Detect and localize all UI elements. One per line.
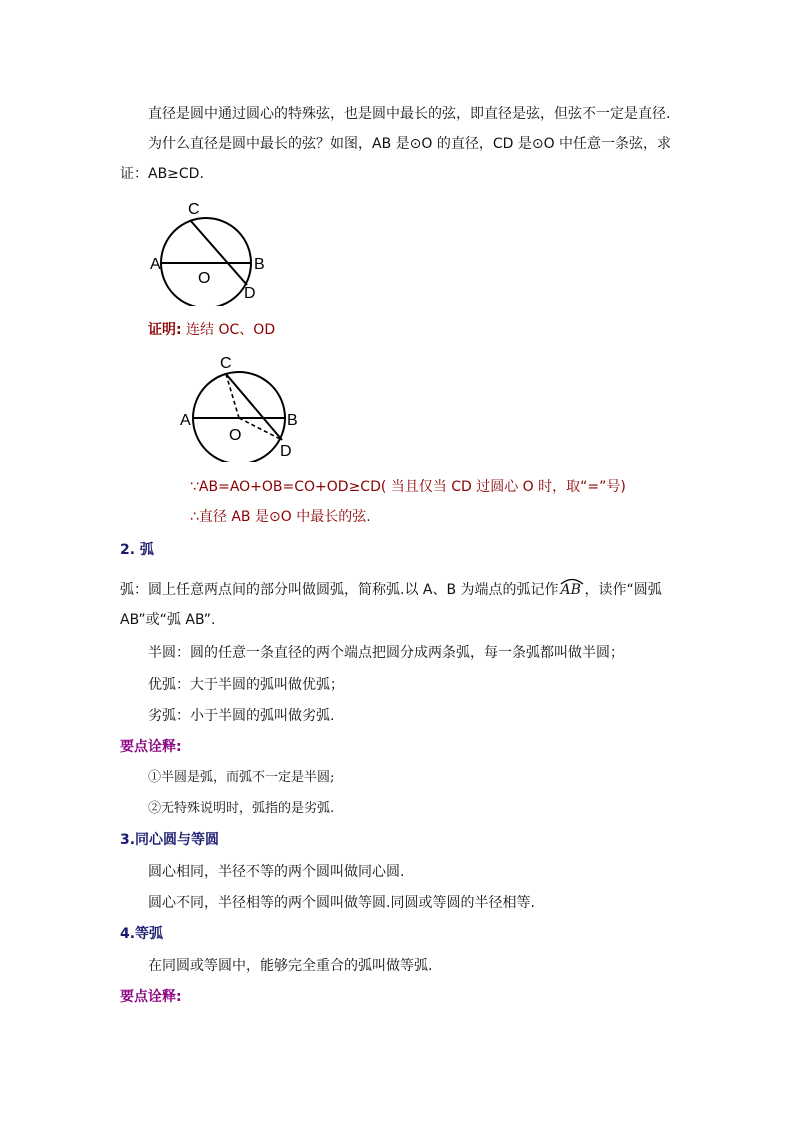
key-notes-label-2: 要点诠释: [120,989,182,1005]
arc-ab-notation [559,580,585,600]
section-4-heading: 4.等弧 [120,926,164,942]
section-3-heading: 3.同心圆与等圆 [120,832,220,848]
major-arc-definition: 优弧：大于半圆的弧叫做优弧； [148,677,344,693]
radius-od [239,418,282,440]
concentric-circles-definition: 圆心相同，半径不等的两个圆叫做同心圆. [148,864,405,880]
label-c: C [220,355,232,372]
intro-line-1: 直径是圆中通过圆心的特殊弦，也是圆中最长的弦，即直径是弦，但弦不一定是直径. [148,106,671,122]
arc-definition-line-1 [120,580,662,600]
label-a: A [180,412,191,429]
proof-label: 证明: [148,322,182,338]
note-1: ①半圆是弧，而弧不一定是半圆; [148,770,335,785]
circle-figure-1 [146,196,286,306]
arc-def-text-a: 弧：圆上任意两点间的部分叫做圆弧，简称弧.以 A、B 为端点的弧记作 [120,582,559,598]
label-b: B [254,256,265,273]
arc-definition-line-2: AB”或“弧 AB”. [120,612,216,628]
section-2-heading: 2. 弧 [120,542,154,558]
equal-arcs-definition: 在同圆或等圆中，能够完全重合的弧叫做等弧. [148,958,433,974]
minor-arc-definition: 劣弧：小于半圆的弧叫做劣弧. [148,708,335,724]
proof-step-2: ∴直径 AB 是⊙O 中最长的弦. [190,509,371,525]
label-o: O [198,270,211,287]
circle-figure-2 [176,350,316,462]
label-a: A [150,256,161,273]
label-o: O [229,427,242,444]
proof-line [148,320,275,340]
label-c: C [188,201,200,218]
note-2: ②无特殊说明时，弧指的是劣弧. [148,801,335,816]
label-d: D [244,285,256,302]
intro-line-2: 为什么直径是圆中最长的弦？如图，AB 是⊙O 的直径，CD 是⊙O 中任意一条弦，求 [148,136,672,152]
arc-ab-letters: AB [560,582,581,598]
intro-line-3: 证：AB≥CD. [120,166,204,182]
proof-text: 连结 OC、OD [181,322,276,338]
proof-step-1: ∵AB=AO+OB=CO+OD≥CD( 当且仅当 CD 过圆心 O 时，取“=”号) [190,479,626,495]
key-notes-label-1: 要点诠释: [120,739,182,755]
equal-circles-definition: 圆心不同，半径相等的两个圆叫做等圆.同圆或等圆的半径相等. [148,895,535,911]
semicircle-definition: 半圆：圆的任意一条直径的两个端点把圆分成两条弧，每一条弧都叫做半圆； [148,645,624,661]
label-b: B [287,412,298,429]
arc-def-text-b: ，读作“圆弧 [584,582,662,598]
label-d: D [280,443,292,460]
